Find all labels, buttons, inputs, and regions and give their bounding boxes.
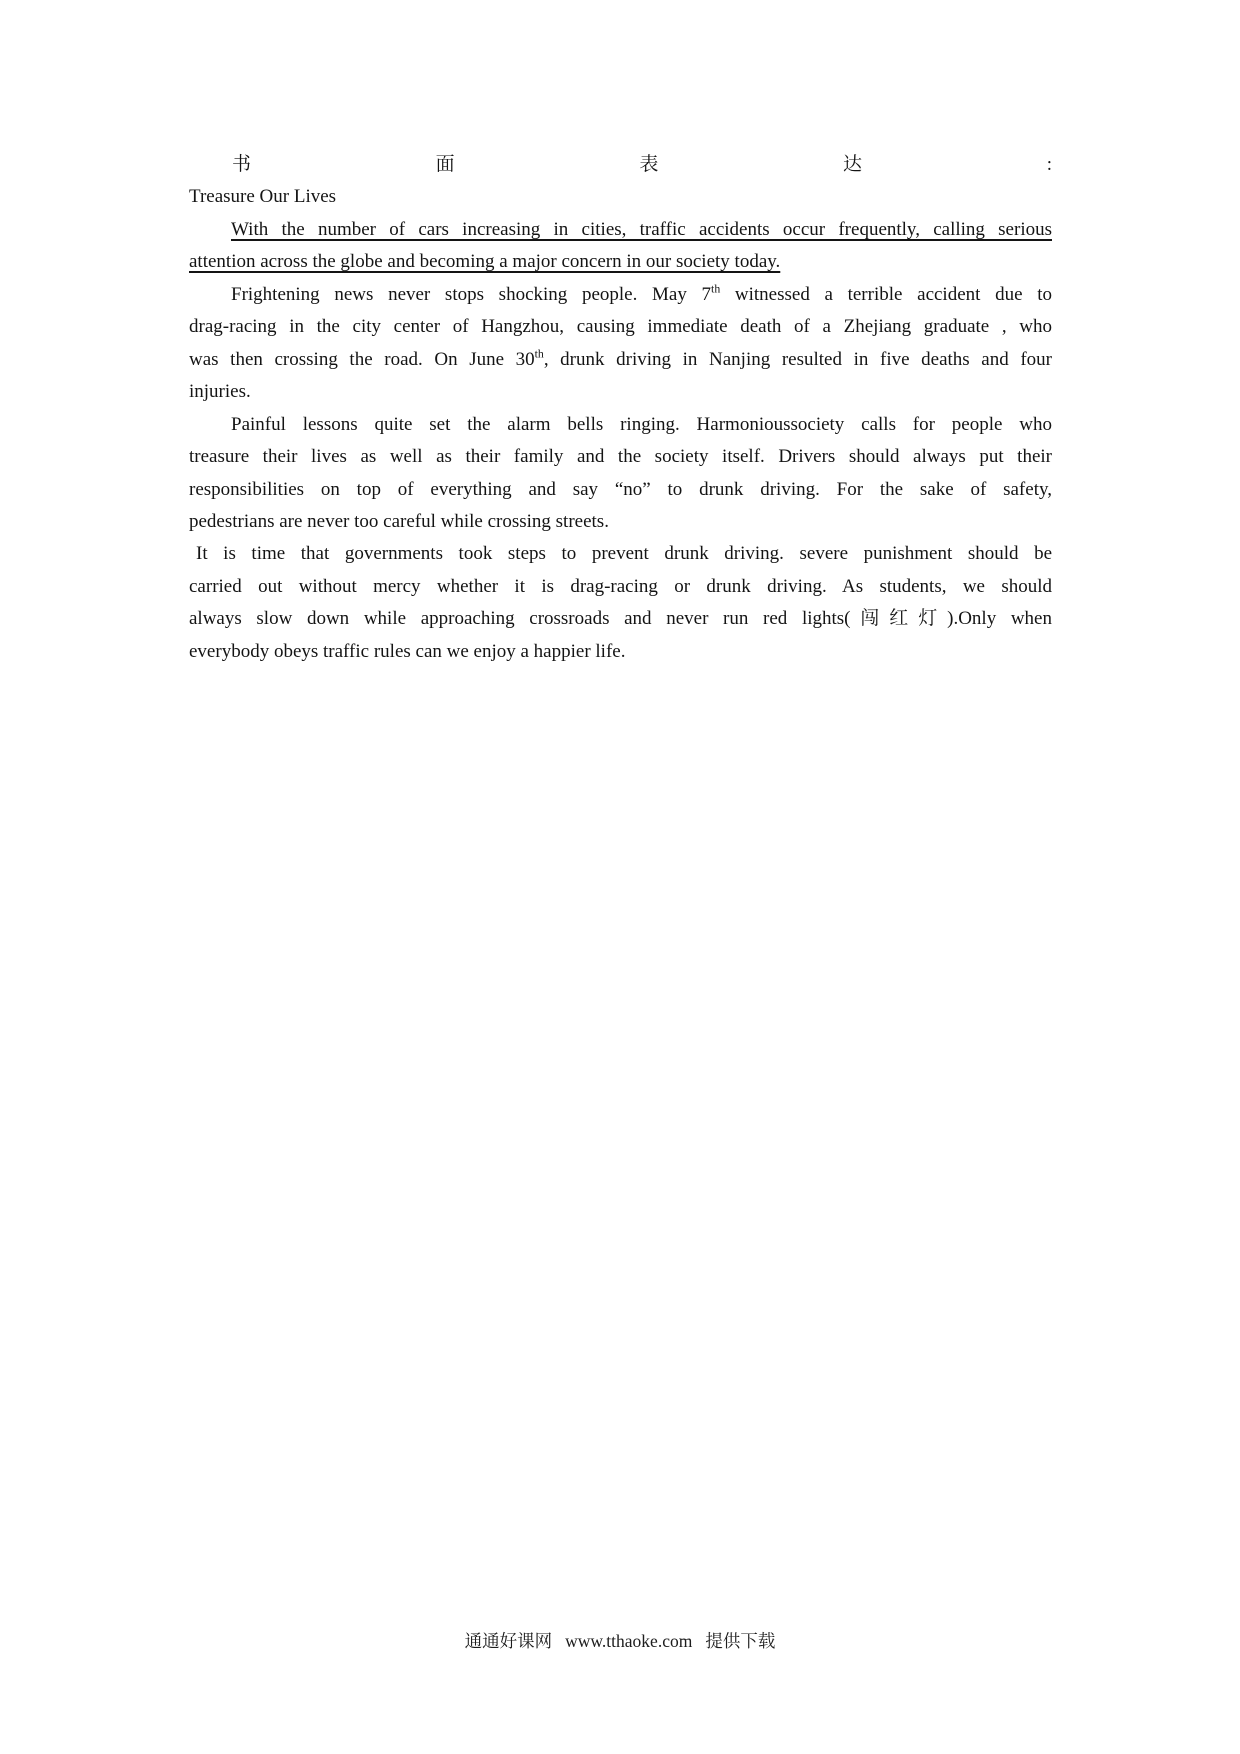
essay-line: Painful lessons quite set the alarm bells ringing. Harmonioussociety calls for people who: [231, 413, 1052, 435]
essay-paragraph-4: [189, 538, 1052, 668]
footer-site-name: 通通好课网: [464, 1631, 553, 1651]
essay-line: carried out without mercy whether it is drag-racing or drunk driving. As students, we should: [189, 575, 1052, 597]
essay-line: pedestrians are never too careful while crossing streets.: [189, 510, 609, 532]
essay-paragraph-2: [189, 279, 1052, 409]
essay-text-column: [189, 149, 1052, 668]
essay-line: everybody obeys traffic rules can we enjoy a happier life.: [189, 640, 626, 662]
footer-suffix: 提供下载: [705, 1631, 776, 1651]
essay-line: responsibilities on top of everything and say “no” to drunk driving. For the sake of safety,: [189, 478, 1052, 500]
essay-line: treasure their lives as well as their family and the society itself. Drivers should always put their: [189, 446, 1052, 468]
essay-body: [189, 214, 1052, 668]
essay-line: was then crossing the road. On June 30th, drunk driving in Nanjing resulted in five deaths and four: [189, 347, 1052, 370]
page-footer: [0, 1628, 1240, 1653]
essay-line: It is time that governments took steps to prevent drunk driving. severe punishment should be: [196, 543, 1052, 565]
essay-line: Frightening news never stops shocking people. May 7th witnessed a terrible accident due to: [231, 282, 1052, 305]
section-label: 书面表达:: [232, 154, 1052, 175]
essay-line: attention across the globe and becoming a major concern in our society today.: [189, 251, 781, 273]
essay-paragraph-1: [189, 214, 1052, 279]
footer-url: www.tthaoke.com: [565, 1631, 693, 1651]
essay-line: injuries.: [189, 381, 251, 403]
essay-line: drag-racing in the city center of Hangzhou, causing immediate death of a Zhejiang graduate , who: [189, 316, 1052, 338]
essay-title: Treasure Our Lives: [189, 186, 337, 208]
essay-line: With the number of cars increasing in cities, traffic accidents occur frequently, calling serious: [231, 218, 1052, 240]
essay-line: always slow down while approaching crossroads and never run red lights(闯红灯).Only when: [189, 608, 1052, 630]
essay-paragraph-3: [189, 409, 1052, 539]
